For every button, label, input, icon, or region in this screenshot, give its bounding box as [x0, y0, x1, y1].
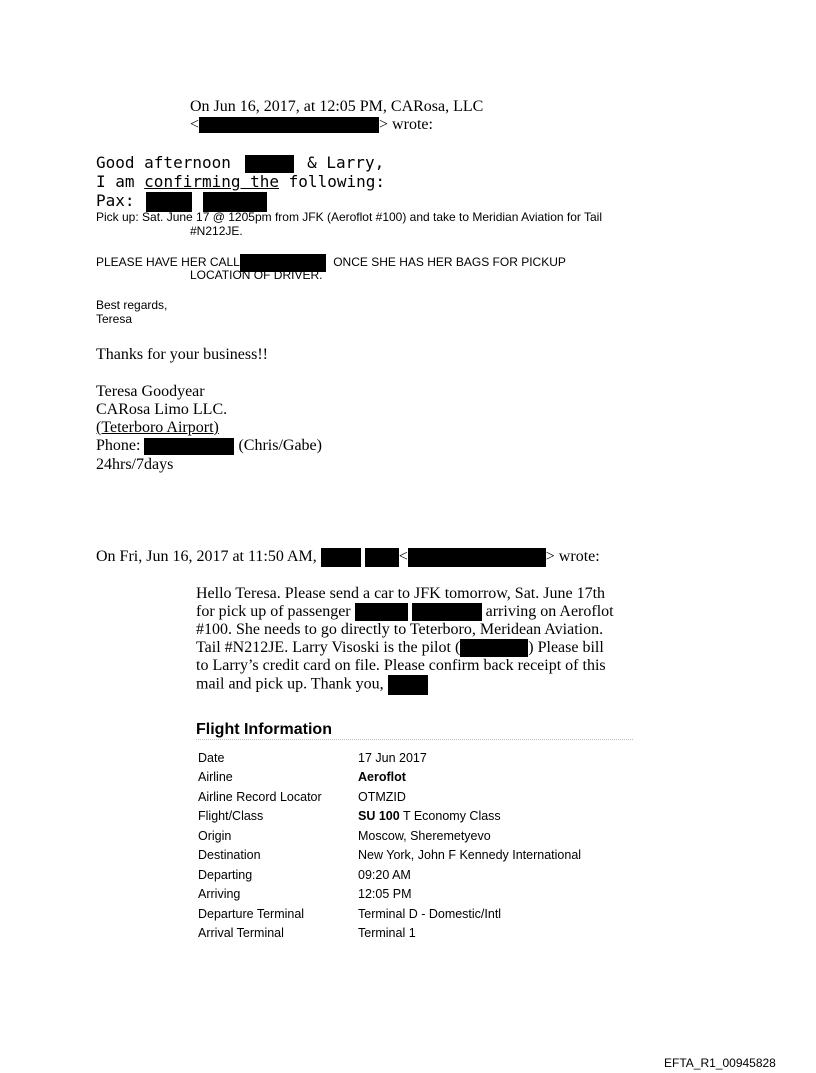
redacted-name [245, 155, 294, 173]
flight-info-label: Airline Record Locator [198, 789, 322, 804]
confirm-pre: I am [96, 172, 145, 191]
flight-info-value: Terminal 1 [358, 926, 416, 941]
email-line2 [196, 603, 614, 621]
wrote-label: > wrote: [379, 116, 433, 133]
lt-bracket: < [190, 116, 200, 133]
greeting-line [96, 153, 384, 173]
original-wrote: > wrote: [545, 548, 600, 566]
redacted-sender-email [408, 548, 546, 567]
original-lt: < [398, 548, 408, 566]
flight-info-row [196, 807, 581, 827]
greeting-tail: & Larry, [307, 153, 385, 172]
redacted-passenger-last [412, 603, 482, 621]
flight-info-label: Airline [198, 770, 233, 785]
redacted-pax-last [203, 192, 267, 212]
flight-info-row [196, 885, 581, 905]
email-line4-pre: Tail #N212JE. Larry Visoski is the pilot ( [196, 639, 461, 656]
phone-tail: (Chris/Gabe) [238, 437, 322, 454]
flight-info-label: Arrival Terminal [198, 926, 284, 941]
call-line2: LOCATION OF DRIVER. [190, 268, 323, 282]
email-line2-pre: for pick up of passenger [196, 603, 351, 620]
flight-info-label: Origin [198, 828, 232, 843]
pickup-line2: #N212JE. [190, 224, 243, 238]
call-line [96, 254, 566, 272]
flight-info-label: Departure Terminal [198, 906, 305, 921]
original-header-pre: On Fri, Jun 16, 2017 at 11:50 AM, [96, 548, 317, 566]
flight-info-row [196, 748, 581, 768]
redacted-sender-last [365, 548, 399, 567]
signature-location: (Teterboro Airport) [96, 419, 219, 436]
call-post: ONCE SHE HAS HER BAGS FOR PICKUP [333, 255, 566, 270]
flight-info-row [196, 826, 581, 846]
original-header [96, 548, 600, 567]
flight-info-row [196, 924, 581, 944]
redacted-sender-first [321, 548, 361, 567]
redacted-signoff-name [388, 675, 428, 695]
flight-info-value: New York, John F Kennedy International [358, 848, 582, 863]
flight-info-label: Flight/Class [198, 809, 264, 824]
flight-info-value: 12:05 PM [358, 887, 412, 902]
email-line4 [196, 639, 604, 657]
redacted-email [199, 117, 379, 133]
email-line5: to Larry’s credit card on file. Please confirm back receipt of this [196, 657, 606, 674]
email-line1: Hello Teresa. Please send a car to JFK tomorrow, Sat. June 17th [196, 585, 606, 602]
greeting: Good afternoon [96, 153, 231, 172]
confirm-post: following: [279, 172, 385, 191]
flight-info-divider [196, 739, 633, 740]
redacted-pilot-phone [460, 639, 528, 657]
flight-info-value: Aeroflot [358, 770, 406, 785]
regards-name: Teresa [96, 312, 133, 326]
signature-name: Teresa Goodyear [96, 383, 205, 400]
flight-info-label: Date [198, 750, 225, 765]
flight-info-label: Arriving [198, 887, 241, 902]
flight-info-row [196, 865, 581, 885]
pax-line [96, 191, 267, 212]
flight-info-row [196, 904, 581, 924]
email-line4-post: ) Please bill [528, 639, 604, 656]
document-id: EFTA_R1_00945828 [664, 1056, 776, 1070]
redacted-pax-first [146, 192, 192, 212]
redacted-phone-number [144, 438, 234, 455]
phone-label: Phone: [96, 437, 141, 454]
signature-company: CARosa Limo LLC. [96, 401, 228, 418]
email-line3: #100. She needs to go directly to Teterboro, Meridean Aviation. [196, 621, 604, 638]
pickup-line1: Pick up: Sat. June 17 @ 1205pm from JFK (Aeroflot #100) and take to Meridian Aviation for Tail [96, 210, 603, 224]
pax-label: Pax: [96, 191, 135, 210]
quote-header-line1: On Jun 16, 2017, at 12:05 PM, CARosa, LLC [190, 98, 484, 115]
flight-info-row [196, 787, 581, 807]
flight-info-value: 17 Jun 2017 [358, 750, 427, 765]
regards: Best regards, [96, 298, 168, 312]
flight-class: T Economy Class [399, 809, 501, 824]
signature-phone [96, 437, 322, 455]
email-line2-post: arriving on Aeroflot [485, 603, 614, 620]
thanks-line: Thanks for your business!! [96, 346, 268, 363]
flight-number: SU 100 [358, 809, 400, 824]
redacted-passenger-first [355, 603, 408, 621]
flight-info-value: Moscow, Sheremetyevo [358, 828, 491, 843]
flight-info-value: OTMZID [358, 789, 406, 804]
call-pre: PLEASE HAVE HER CALL [96, 255, 240, 270]
confirm-underlined: confirming the [144, 172, 280, 191]
flight-info-value [356, 807, 581, 827]
quote-header-line2 [190, 116, 433, 134]
flight-info-label: Destination [198, 848, 261, 863]
flight-info-title: Flight Information [196, 721, 332, 738]
flight-info-value: Terminal D - Domestic/Intl [358, 906, 502, 921]
flight-info-table [196, 748, 581, 943]
email-line6-text: mail and pick up. Thank you, [196, 675, 384, 693]
signature-hours: 24hrs/7days [96, 456, 174, 473]
email-line6 [196, 675, 428, 695]
flight-info-label: Departing [198, 867, 253, 882]
confirm-line [96, 172, 385, 191]
flight-info-row [196, 768, 581, 788]
flight-info-row [196, 846, 581, 866]
flight-info-value: 09:20 AM [358, 867, 411, 882]
